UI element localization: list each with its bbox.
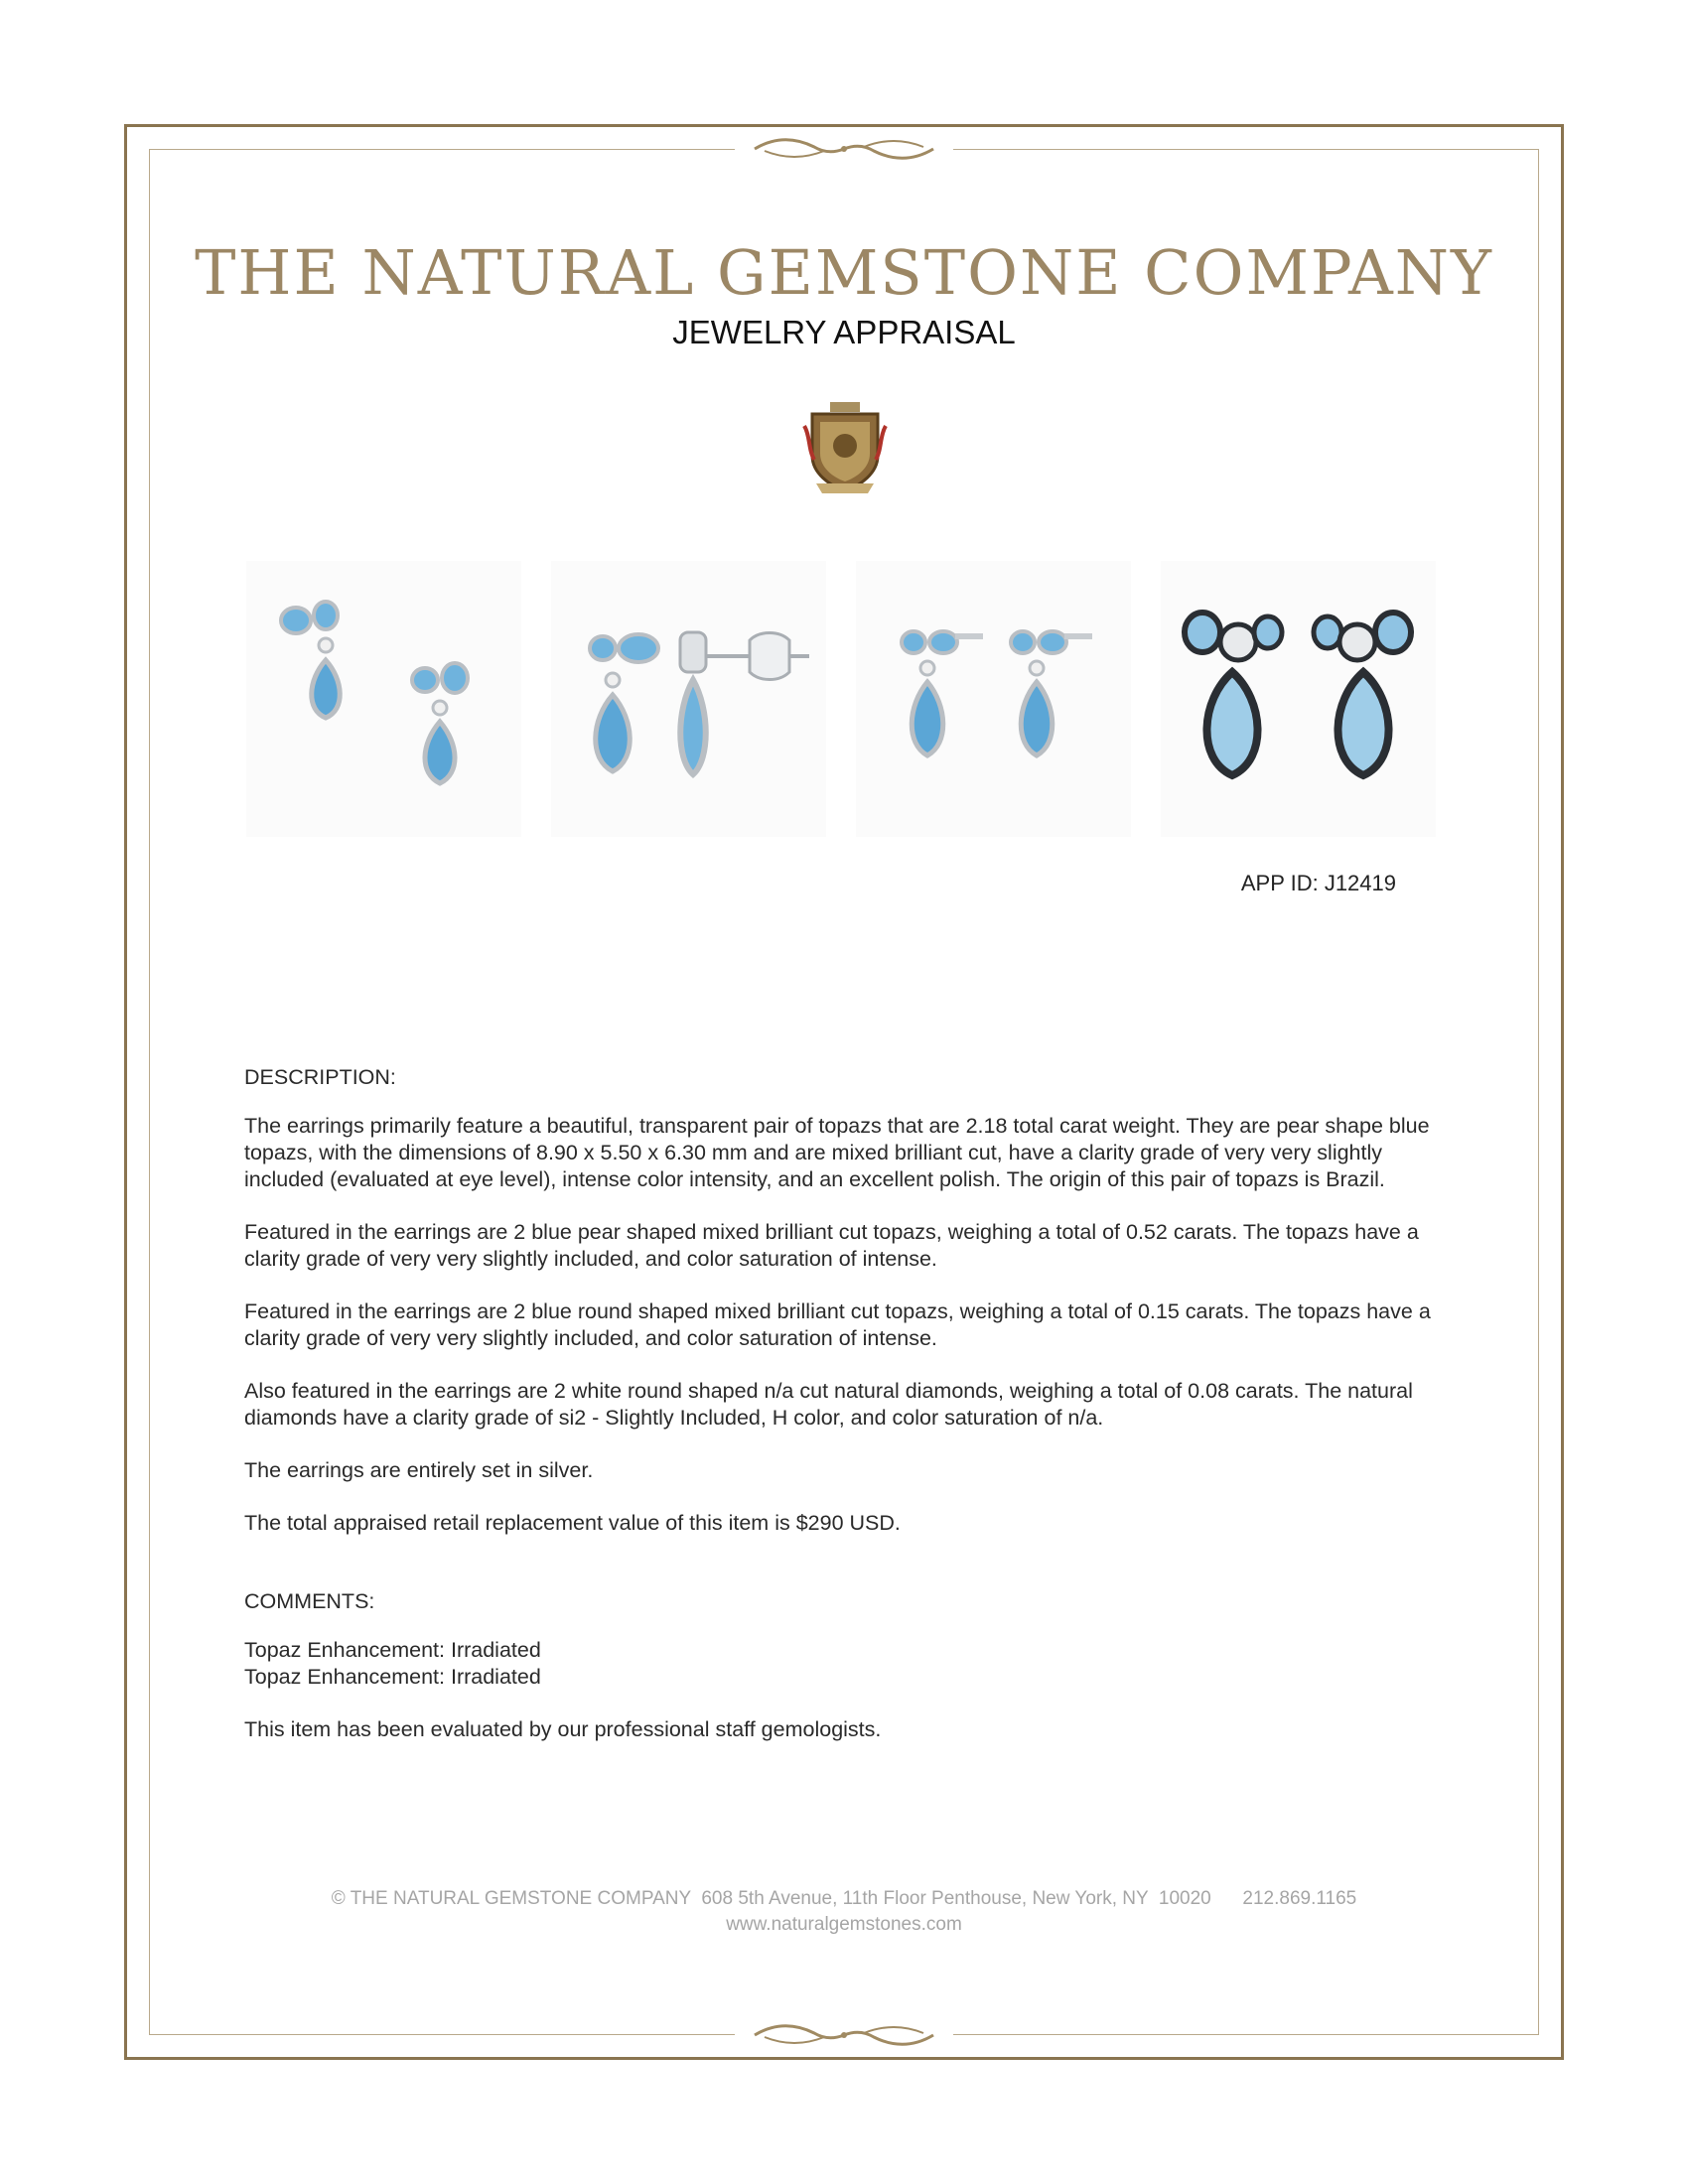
bottom-ornament-icon <box>735 2015 953 2055</box>
earrings-front-view-icon <box>246 561 521 837</box>
footer-address: © THE NATURAL GEMSTONE COMPANY 608 5th Avenue, 11th Floor Penthouse, New York, NY 10020 212.869.1165 <box>331 1888 1357 1909</box>
comment-line: Topaz Enhancement: Irradiated <box>244 1638 541 1662</box>
product-photos <box>246 561 1442 837</box>
description-paragraph: Featured in the earrings are 2 blue pear shaped mixed brilliant cut topazs, weighing a total of 0.52 carats. The topazs have a clarity grade of very very slightly included, and color saturation of intense. <box>244 1220 1419 1271</box>
description-paragraph: The earrings are entirely set in silver. <box>244 1458 594 1482</box>
comments-heading: COMMENTS: <box>244 1589 375 1613</box>
company-title: THE NATURAL GEMSTONE COMPANY <box>195 236 1493 309</box>
document-type: JEWELRY APPRAISAL <box>672 314 1016 350</box>
appraised-value: The total appraised retail replacement value of this item is $290 USD. <box>244 1511 901 1535</box>
appraisal-content <box>244 1064 1456 1769</box>
comments-list <box>244 1637 1456 1691</box>
footer <box>0 1886 1688 1938</box>
earrings-three-quarter-view-icon <box>856 561 1131 837</box>
app-id: APP ID: J12419 <box>1240 871 1396 895</box>
top-ornament-icon <box>735 129 953 169</box>
earrings-side-view-icon <box>551 561 826 837</box>
description-paragraph: The earrings primarily feature a beautiful, transparent pair of topazs that are 2.18 total carat weight. They are pear shape blue topazs, with the dimensions of 8.90 x 5.50 x 6.30 mm and are mixed brilliant cut, have a clarity grade of very very slightly included (evaluated at eye level), intense color intensity, and an excellent polish. The origin of this pair of topazs is Brazil. <box>244 1114 1430 1191</box>
description-heading: DESCRIPTION: <box>244 1065 396 1089</box>
comment-line: Topaz Enhancement: Irradiated <box>244 1665 541 1689</box>
description-paragraph: Also featured in the earrings are 2 white round shaped n/a cut natural diamonds, weighing a total of 0.08 carats. The natural diamonds have a clarity grade of si2 - Slightly Included, H color, and color saturation of n/a. <box>244 1379 1413 1430</box>
earrings-back-view-icon <box>1161 561 1436 837</box>
description-paragraph: Featured in the earrings are 2 blue round shaped mixed brilliant cut topazs, weighing a total of 0.15 carats. The topazs have a clarity grade of very very slightly included, and color saturation of intense. <box>244 1299 1431 1350</box>
evaluation-note: This item has been evaluated by our professional staff gemologists. <box>244 1717 882 1741</box>
footer-website: www.naturalgemstones.com <box>726 1914 962 1935</box>
heraldic-crest-icon <box>802 400 888 495</box>
